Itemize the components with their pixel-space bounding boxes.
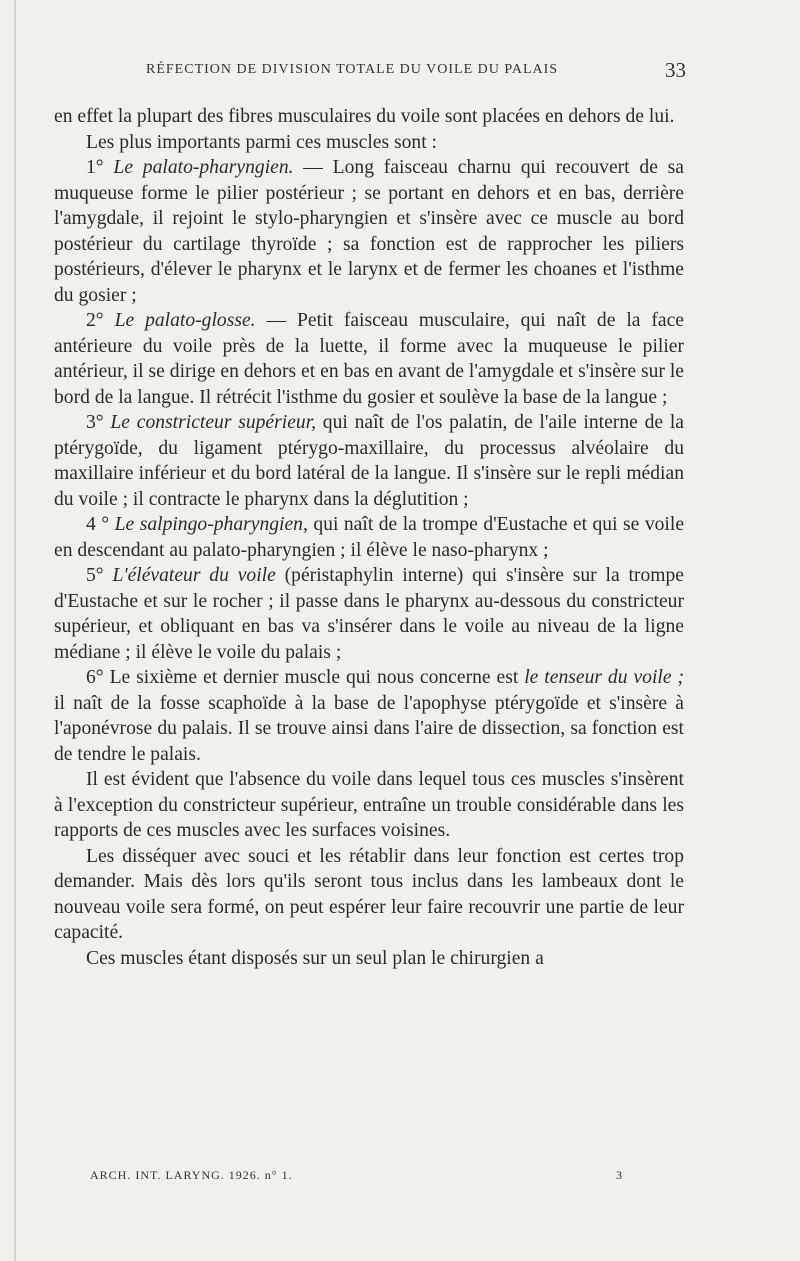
- muscle-name: Le constricteur supérieur,: [110, 412, 317, 433]
- item-text: qui naît de l'os palatin, de l'aile interne de la ptérygoïde, du ligament ptérygo-maxillaire, du processus alvéolaire du maxillaire inférieur et du bord latéral de la langue. Il s'insère sur le repli médian du voile ; il contracte le pharynx dans la déglutition ;: [54, 412, 684, 510]
- page-spine-edge: [14, 0, 16, 1261]
- paragraph-9: Il est évident que l'absence du voile dans lequel tous ces muscles s'insèrent à l'exception du constricteur supérieur, entraîne un trouble considérable dans les rapports de ces muscles avec les surfaces voisines.: [54, 769, 684, 841]
- page-footer: [90, 1168, 630, 1186]
- paragraph-tenseur: [54, 665, 684, 767]
- body-text: [54, 104, 684, 971]
- item-text: il naît de la fosse scaphoïde à la base de l'apophyse ptérygoïde et s'insère à l'aponévrose du palais. Il se trouve ainsi dans l'aire de dissection, sa fonction est de tendre le palais.: [54, 692, 684, 765]
- paragraph-constricteur: [54, 410, 684, 512]
- muscle-name: Le palato-glosse.: [114, 310, 256, 331]
- item-lead: 6° Le sixième et dernier muscle qui nous concerne est: [86, 667, 525, 688]
- signature-mark: 3: [616, 1168, 622, 1182]
- page-number: 33: [665, 58, 686, 82]
- paragraph-palato-pharyngien: [54, 155, 684, 308]
- muscle-name: Le palato-pharyngien.: [113, 157, 294, 178]
- running-title: RÉFECTION DE DIVISION TOTALE DU VOILE DU PALAIS: [146, 62, 559, 77]
- paragraph-11: Ces muscles étant disposés sur un seul plan le chirurgien a: [86, 947, 544, 969]
- paragraph-1: en effet la plupart des fibres musculaires du voile sont placées en dehors de lui.: [54, 106, 675, 127]
- muscle-name: Le salpingo-pharyngien,: [114, 514, 308, 535]
- item-text: qui naît de la trompe d'Eustache et qui se voile en descendant au palato-pharyngien ; il élève le naso-pharynx ;: [54, 514, 685, 561]
- journal-reference: ARCH. INT. LARYNG. 1926. n° 1.: [90, 1168, 293, 1182]
- item-number: 1°: [86, 157, 104, 178]
- item-text: — Long faisceau charnu qui recouvert de sa muqueuse forme le pilier postérieur ; se portant en dehors et en bas, derrière l'amygdale, il rejoint le stylo-pharyngien et s'insère avec ce muscle au bord postérieur du cartilage thyroïde ; sa fonction est de rapprocher les piliers postérieurs, d'élever le pharynx et le larynx et de fermer les choanes et l'isthme du gosier ;: [54, 157, 684, 306]
- item-number: 4 °: [86, 514, 110, 535]
- item-number: 2°: [86, 310, 104, 331]
- item-number: 3°: [86, 412, 104, 433]
- muscle-name: L'élévateur du voile: [112, 565, 276, 586]
- paragraph-elevateur: [54, 563, 684, 665]
- muscle-name: le tenseur du voile ;: [524, 667, 684, 688]
- page-header: [146, 58, 686, 86]
- paragraph-salpingo-pharyngien: [54, 512, 684, 563]
- paragraph-palato-glosse: [54, 308, 684, 410]
- item-text: — Petit faisceau musculaire, qui naît de la face antérieure du voile près de la luette, il forme avec la muqueuse le pilier antérieur, il se dirige en dehors et en bas en avant de l'amygdale et s'insère sur le bord de la langue. Il rétrécit l'isthme du gosier et soulève la base de la langue ;: [54, 310, 684, 408]
- item-number: 5°: [86, 565, 104, 586]
- paragraph-10: Les disséquer avec souci et les rétablir dans leur fonction est certes trop demander. Mais dès lors qu'ils seront tous inclus dans les lambeaux dont le nouveau voile sera formé, on peut espérer leur faire recouvrir une partie de leur capacité.: [54, 845, 684, 943]
- item-text: (péristaphylin interne) qui s'insère sur la trompe d'Eustache et sur le rocher ; il passe dans le pharynx au-dessous du constricteur supérieur, et obliquant en bas va s'insérer dans le voile au niveau de la ligne médiane ; il élève le voile du palais ;: [54, 565, 684, 663]
- paragraph-2: Les plus importants parmi ces muscles sont :: [86, 131, 438, 153]
